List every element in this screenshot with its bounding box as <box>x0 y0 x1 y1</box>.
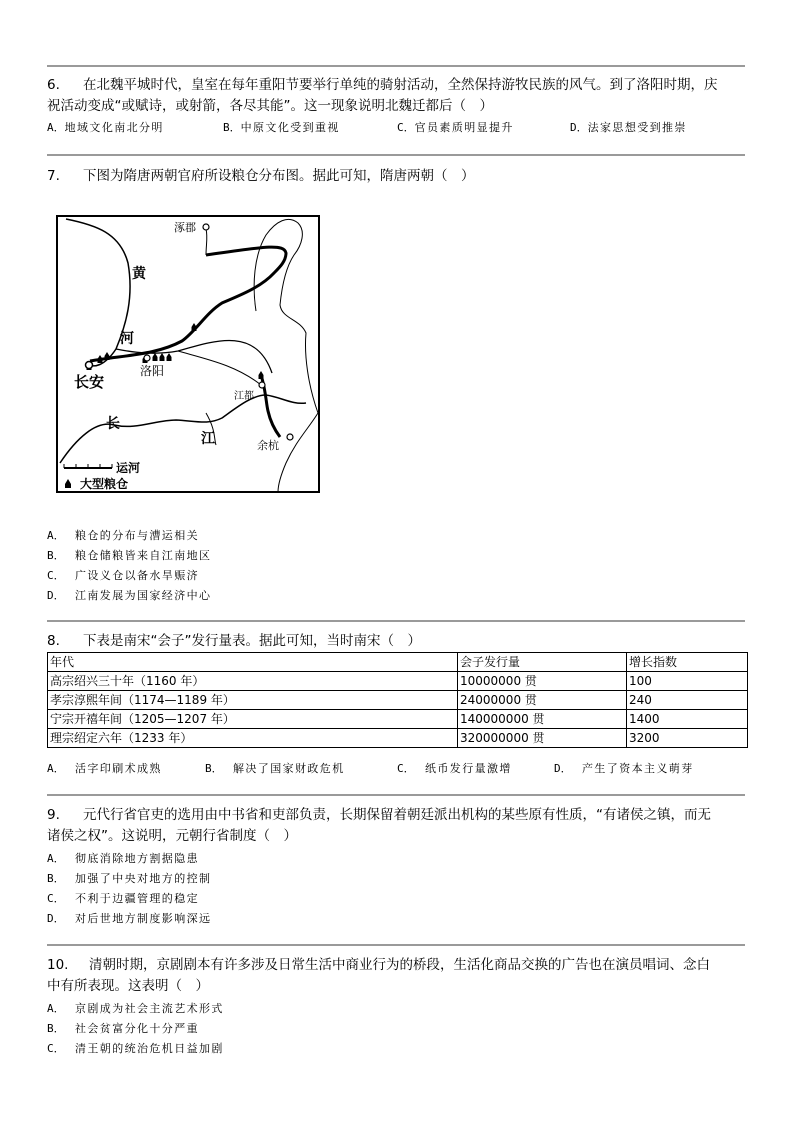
table-cell: 24000000 贯 <box>458 691 627 710</box>
option-a[interactable]: A． 活字印刷术成熟 <box>47 762 162 775</box>
question-8-stem: 8. 下表是南宋“会子”发行量表。据此可知，当时南宋（ ） <box>47 633 421 649</box>
label-huang: 黄 <box>132 266 146 282</box>
city-yuhang <box>287 434 293 440</box>
table-row <box>48 729 748 748</box>
divider <box>47 794 745 796</box>
label-jiang: 江 <box>201 431 215 447</box>
city-luoyang <box>144 355 150 361</box>
label-jiangdu: 江都 <box>234 391 254 402</box>
table-row <box>48 691 748 710</box>
option-c[interactable]: C．官员素质明显提升 <box>397 121 514 134</box>
label-yuhang: 余杭 <box>257 439 279 452</box>
option-a[interactable]: A．地域文化南北分明 <box>47 121 164 134</box>
label-chang: 长 <box>106 416 120 432</box>
option-b[interactable]: B． 社会贫富分化十分严重 <box>47 1022 199 1035</box>
option-b[interactable]: B．中原文化受到重视 <box>223 121 340 134</box>
table-header: 增长指数 <box>627 653 748 672</box>
table-cell: 宁宗开禧年间（1205—1207 年） <box>48 710 458 729</box>
table-cell: 100 <box>627 672 748 691</box>
label-he: 河 <box>120 331 134 347</box>
table-cell: 10000000 贯 <box>458 672 627 691</box>
option-b[interactable]: B． 粮仓储粮皆来自江南地区 <box>47 549 212 562</box>
city-jiangdu <box>259 382 265 388</box>
question-6-stem: 6. 在北魏平城时代，皇室在每年重阳节要举行单纯的骑射活动，全然保持游牧民族的风气。到了洛阳时期，庆 <box>47 77 718 93</box>
city-changan <box>86 362 93 369</box>
question-number: 8. <box>47 633 60 649</box>
option-a[interactable]: A． 彻底消除地方割据隐患 <box>47 852 199 865</box>
option-c[interactable]: C． 纸币发行量激增 <box>397 762 512 775</box>
divider <box>47 154 745 156</box>
question-9-stem: 9. 元代行省官吏的选用由中书省和吏部负责，长期保留着朝廷派出机构的某些原有性质，“有诸侯之镇，而无 <box>47 807 711 823</box>
table-cell: 孝宗淳熙年间（1174—1189 年） <box>48 691 458 710</box>
table-row <box>48 710 748 729</box>
label-zhuojun: 涿郡 <box>174 221 196 234</box>
table-header: 年代 <box>48 653 458 672</box>
table-header-row <box>48 653 748 672</box>
question-6-stem-cont: 祝活动变成“或赋诗，或射箭，各尽其能”。这一现象说明北魏迁都后（ ） <box>47 98 493 114</box>
option-b[interactable]: B． 加强了中央对地方的控制 <box>47 872 212 885</box>
question-number: 7. <box>47 168 60 184</box>
table-cell: 1400 <box>627 710 748 729</box>
legend-canal-label: 运河 <box>116 461 141 475</box>
divider <box>47 620 745 622</box>
table-header: 会子发行量 <box>458 653 627 672</box>
label-luoyang: 洛阳 <box>140 364 165 378</box>
granary-map <box>56 215 320 493</box>
option-c[interactable]: C． 不利于边疆管理的稳定 <box>47 892 199 905</box>
city-zhuojun <box>203 224 209 230</box>
question-number: 6. <box>47 77 60 93</box>
table-cell: 320000000 贯 <box>458 729 627 748</box>
option-d[interactable]: D． 产生了资本主义萌芽 <box>554 762 694 775</box>
question-7-stem: 7. 下图为隋唐两朝官府所设粮仓分布图。据此可知，隋唐两朝（ ） <box>47 168 475 184</box>
label-changan: 长安 <box>74 373 105 391</box>
option-a[interactable]: A． 京剧成为社会主流艺术形式 <box>47 1002 224 1015</box>
option-b[interactable]: B． 解决了国家财政危机 <box>205 762 345 775</box>
table-cell: 理宗绍定六年（1233 年） <box>48 729 458 748</box>
question-number: 10. <box>47 957 69 973</box>
option-d[interactable]: D．法家思想受到推崇 <box>570 121 687 134</box>
table-cell: 3200 <box>627 729 748 748</box>
legend-granary-label: 大型粮仓 <box>80 477 129 491</box>
table-cell: 140000000 贯 <box>458 710 627 729</box>
table-row <box>48 672 748 691</box>
option-a[interactable]: A． 粮仓的分布与漕运相关 <box>47 529 199 542</box>
option-c[interactable]: C． 清王朝的统治危机日益加剧 <box>47 1042 224 1055</box>
question-number: 9. <box>47 807 60 823</box>
issuance-table <box>47 652 748 748</box>
option-c[interactable]: C． 广设义仓以备水旱赈济 <box>47 569 199 582</box>
table-cell: 240 <box>627 691 748 710</box>
question-10-stem-cont: 中有所表现。这表明（ ） <box>47 978 209 994</box>
divider <box>47 65 745 67</box>
option-d[interactable]: D． 对后世地方制度影响深远 <box>47 912 212 925</box>
table-cell: 高宗绍兴三十年（1160 年） <box>48 672 458 691</box>
divider <box>47 944 745 946</box>
question-10-stem: 10. 清朝时期，京剧剧本有许多涉及日常生活中商业行为的桥段，生活化商品交换的广告也在演员唱词、念白 <box>47 957 710 973</box>
question-9-stem-cont: 诸侯之权”。这说明，元朝行省制度（ ） <box>47 828 297 844</box>
option-d[interactable]: D． 江南发展为国家经济中心 <box>47 589 212 602</box>
